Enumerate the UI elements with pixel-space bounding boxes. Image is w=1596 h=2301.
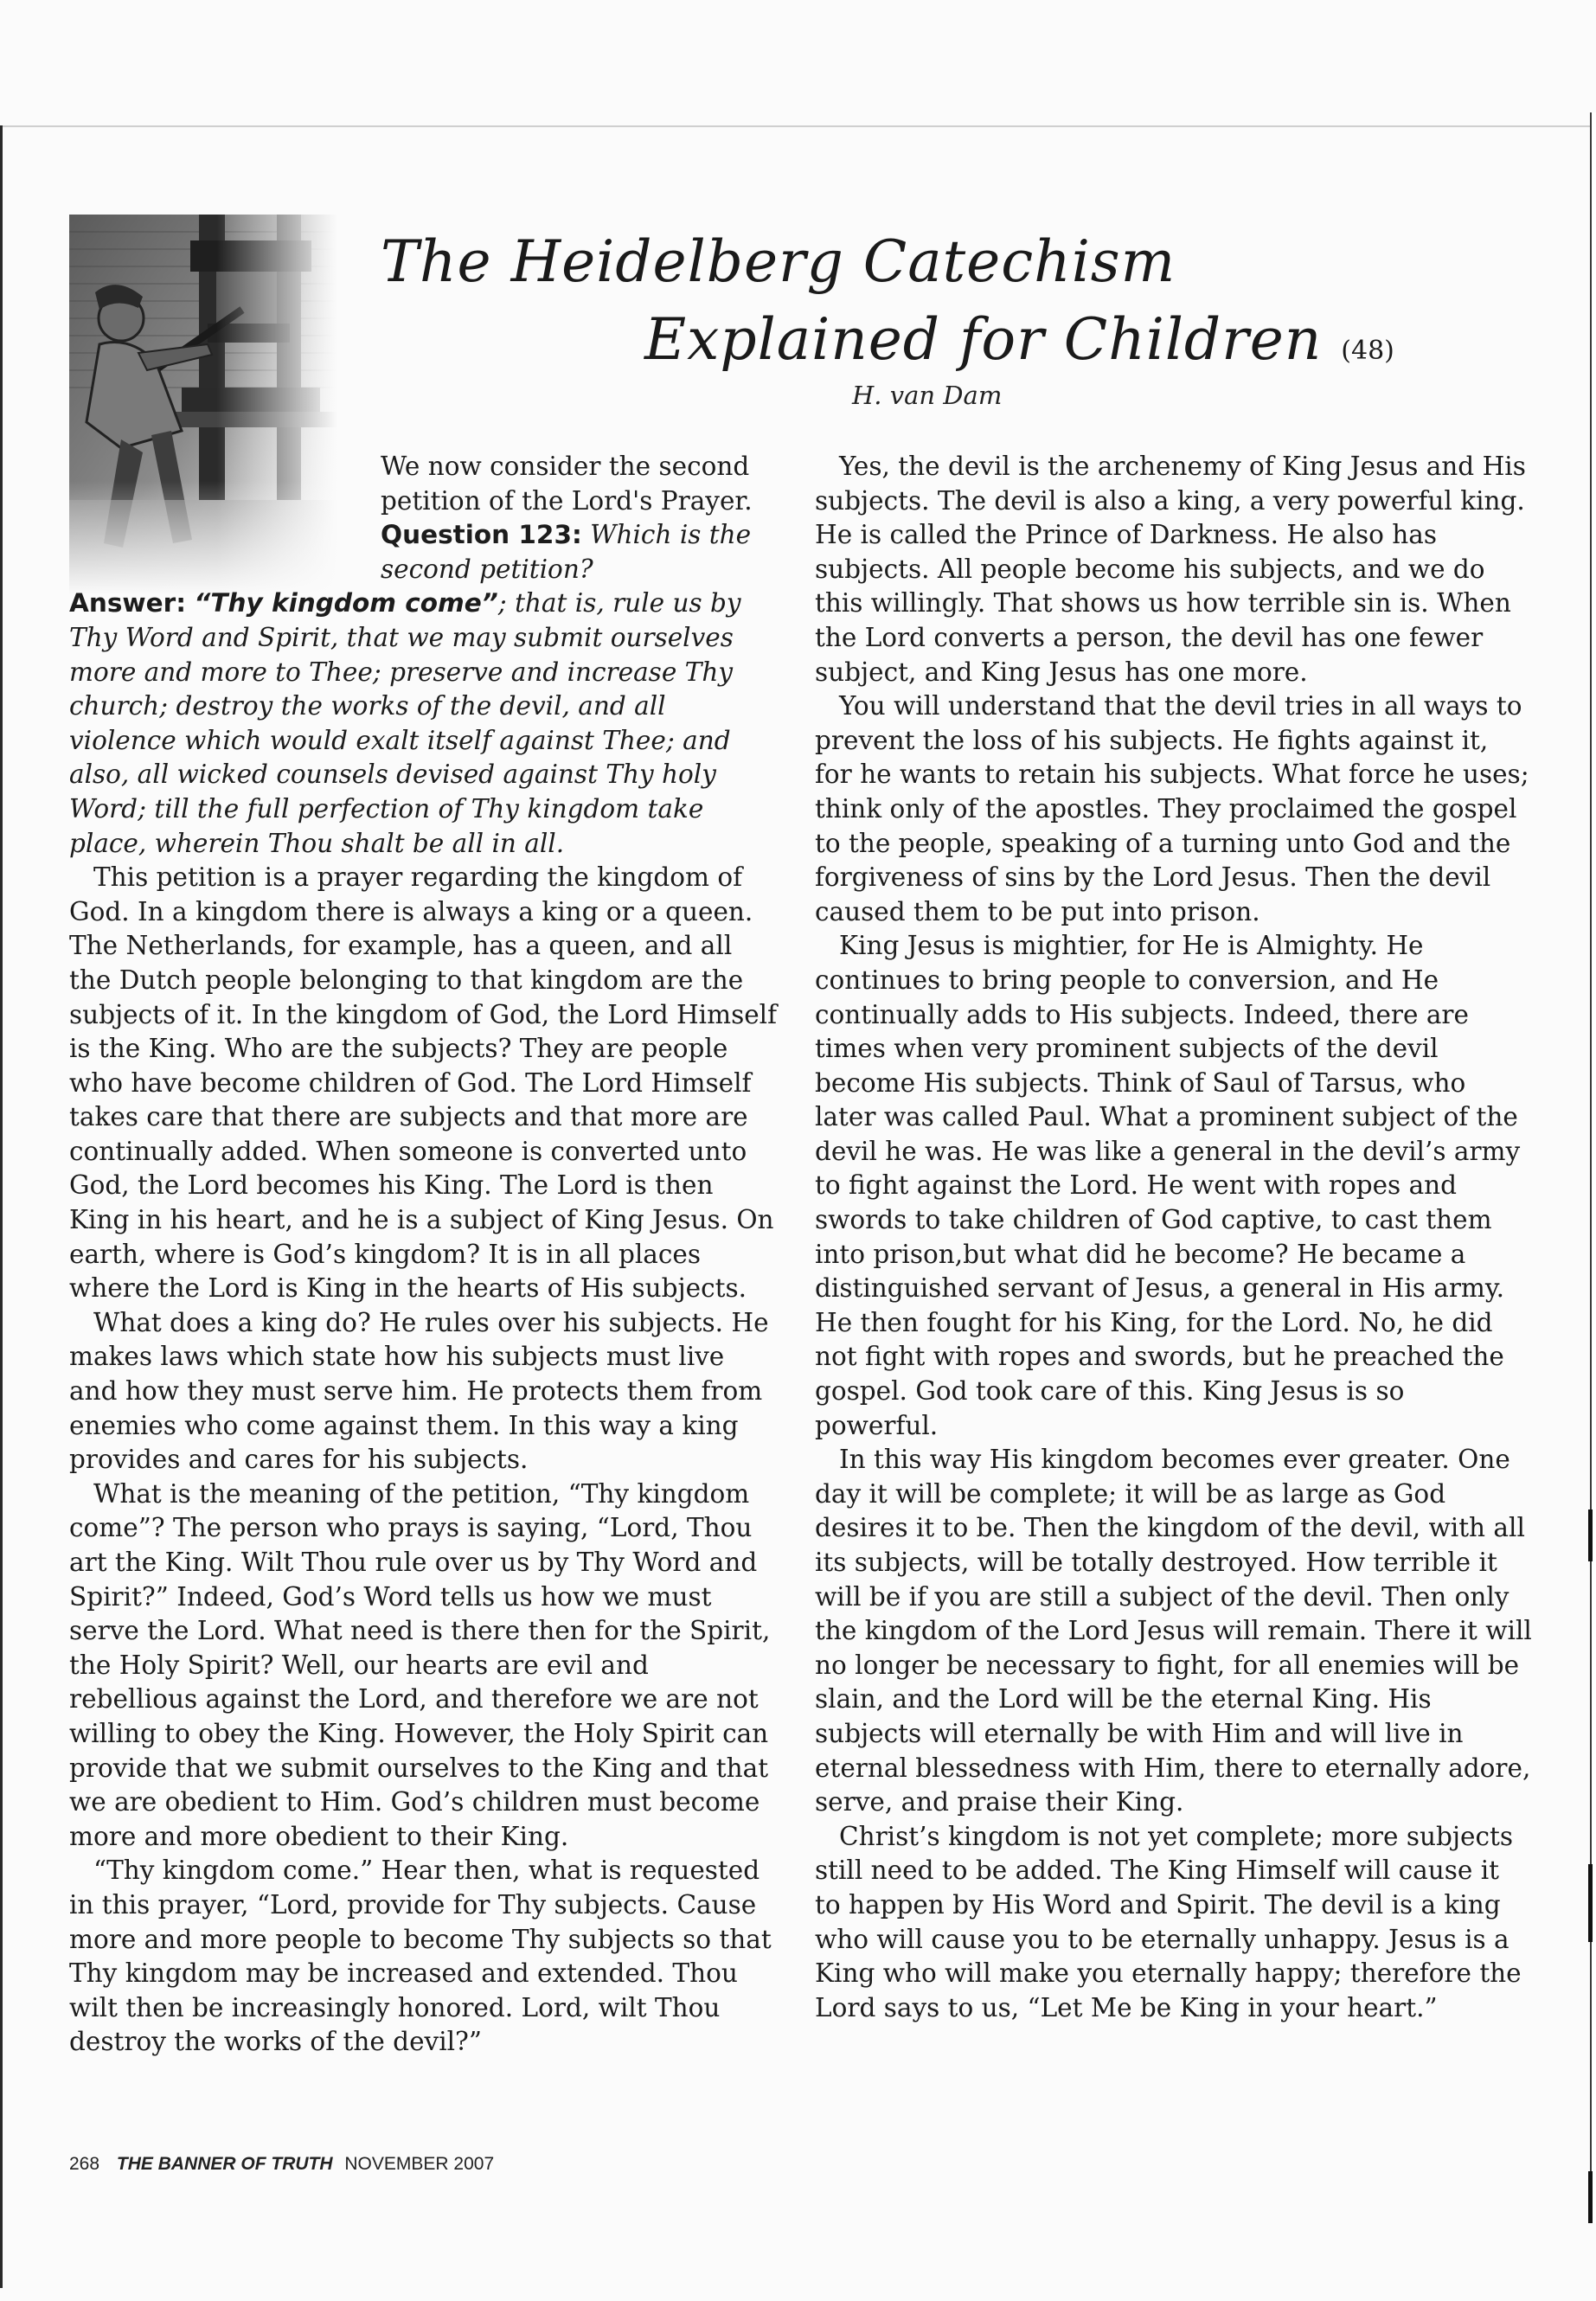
body-paragraph: What does a king do? He rules over his subjects. He makes laws which state how his subjects must live and how they must serve him. He protects them from enemies who come against them. In this way a king provides and cares for his subjects. [69,1307,769,1475]
question-text: Which is the second petition? [381,520,752,584]
publication-name: THE BANNER OF TRUTH [116,2154,333,2174]
intro-line: petition of the Lord's Prayer. [381,485,753,516]
answer-text: ; that is, rule us by Thy Word and Spirit, that we may submit ourselves more and more to Thee; preserve and increase Thy church; destroy the works of the devil, and all violence which would exalt itself against Thee; and also, all wicked counsels devised against Thy holy Word; till the full perfection of Thy kingdom take place, wherein Thou shalt be all in all. [69,588,741,858]
scan-edge-left [0,125,3,2288]
answer-quote: “Thy kingdom come” [194,588,498,619]
question-paragraph [381,518,779,586]
body-paragraph: King Jesus is mightier, for He is Almighty. He continues to bring people to conversion, and He continually adds to His subjects. Indeed, there are times when very prominent subjects of the devil become His subjects. Think of Saul of Tarsus, who later was called Paul. What a prominent subject of the devil he was. He was like a general in the devil’s army to fight against the Lord. He went with ropes and swords to take children of God captive, to cast them into prison,but what did he become? He became a distinguished servant of Jesus, a general in His army. He then fought for his King, for the Lord. No, he did not fight with ropes and swords, but he preached the gospel. God took care of this. King Jesus is so powerful. [815,931,1521,1440]
body-paragraph: You will understand that the devil tries in all ways to prevent the loss of his subjects. He fights against it, for he wants to retain his subjects. What force he uses; think only of the apostles. They proclaimed the gospel to the people, speaking of a turning unto God and the forgiveness of sins by the Lord Jesus. Then the devil caused them to be put into prison. [815,691,1529,926]
issue-date: NOVEMBER 2007 [344,2154,495,2174]
question-label: Question 123: [381,520,582,550]
scan-edge-top [0,125,1596,127]
left-column [69,450,779,2060]
title-line-2-text: Explained for Children [644,306,1323,373]
scan-mark [1588,2171,1593,2223]
body-paragraph: Yes, the devil is the archenemy of King Jesus and His subjects. The devil is also a king, a very powerful king. He is called the Prince of Darkness. He also has subjects. All people become his subjects, and we do this willingly. That shows us how terrible sin is. When the Lord converts a person, the devil has one fewer subject, and King Jesus has one more. [815,452,1526,687]
title-line-2 [644,306,1394,373]
scan-mark [1588,1509,1593,1561]
right-column [815,450,1533,2025]
answer-label: Answer: [69,588,186,619]
installment-number: (48) [1341,336,1394,366]
title-line-1: The Heidelberg Catechism [381,228,1176,295]
page-footer [69,2154,494,2175]
scan-mark [1588,1864,1593,1942]
body-paragraph: In this way His kingdom becomes ever greater. One day it will be complete; it will be as large as God desires it to be. Then the kingdom of the devil, with all its subjects, will be totally destroyed. How terrible it will be if you are still a subject of the devil. Then only the kingdom of the Lord Jesus will remain. There it will no longer be necessary to fight, for all enemies will be slain, and the Lord will be the eternal King. His subjects will eternally be with Him and will live in eternal blessedness with Him, there to eternally adore, serve, and praise their King. [815,1445,1532,1817]
body-paragraph: “Thy kingdom come.” Hear then, what is requested in this prayer, “Lord, provide for Thy subjects. Cause more and more people to become Thy subjects so that Thy kingdom may be increased and extended. Thou wilt then be increasingly honored. Lord, wilt Thou destroy the works of the devil?” [69,1856,772,2057]
body-paragraph: What is the meaning of the petition, “Thy kingdom come”? The person who prays is saying, “Lord, Thou art the King. Wilt Thou rule over us by Thy Word and Spirit?” Indeed, God’s Word tells us how we must serve the Lord. What need is there then for the Spirit, the Holy Spirit? Well, our hearts are evil and rebellious against the Lord, and therefore we are not willing to obey the King. However, the Holy Spirit can provide that we submit ourselves to the King and that we are obedient to Him. God’s children must become more and more obedient to their King. [69,1478,771,1851]
body-paragraph: This petition is a prayer regarding the kingdom of God. In a kingdom there is always a king or a queen. The Netherlands, for example, has a queen, and all the Dutch people belonging to that kingdom are the subjects of it. In the kingdom of God, the Lord Himself is the King. Who are the subjects? They are people who have become children of God. The Lord Himself takes care that there are subjects and that more are continually added. When someone is converted unto God, the Lord becomes his King. The Lord is then King in his heart, and he is a subject of King Jesus. On earth, where is God’s kingdom? It is in all places where the Lord is King in the hearts of His subjects. [69,862,778,1304]
answer-paragraph [69,586,779,861]
body-paragraph: Christ’s kingdom is not yet complete; more subjects still need to be added. The King Himself will cause it to happen by His Word and Spirit. The devil is a king who will cause you to be eternally unhappy. Jesus is a King who will make you eternally happy; therefore the Lord says to us, “Let Me be King in your heart.” [815,1821,1522,2022]
author-byline: H. van Dam [852,381,1003,410]
intro-line: We now consider the second [381,452,750,481]
page-number: 268 [69,2154,100,2174]
